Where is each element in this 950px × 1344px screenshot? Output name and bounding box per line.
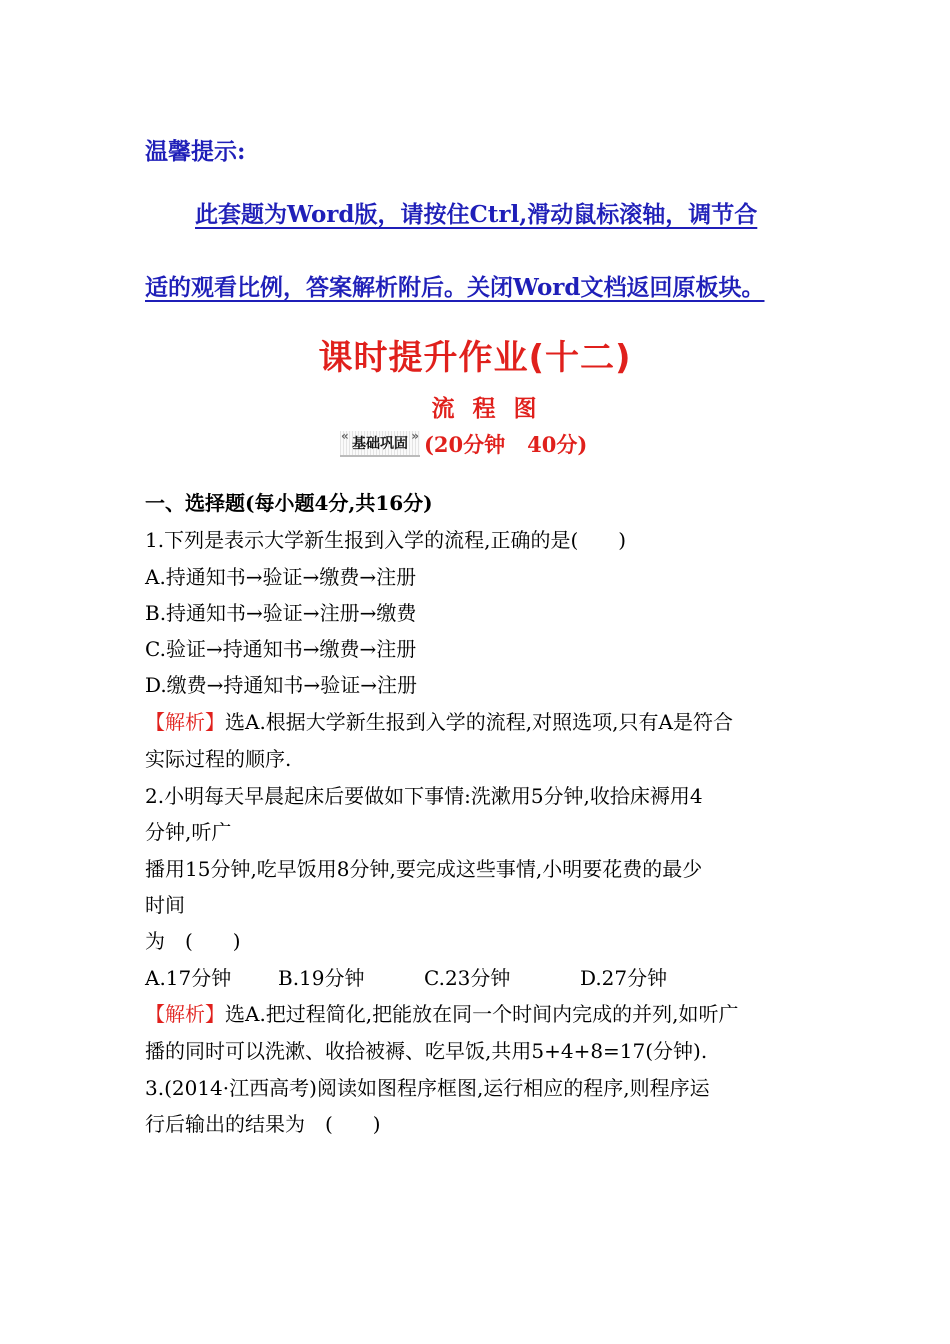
q3-stem-line-2: 行后输出的结果为 ( ): [145, 1112, 381, 1136]
q1-option-b: B.持通知书→验证→注册→缴费: [145, 601, 417, 625]
q3-stem-line-1: 3.(2014·江西高考)阅读如图程序框图,运行相应的程序,则程序运: [145, 1076, 710, 1100]
q2-analysis: [145, 998, 739, 1027]
basic-consolidation-badge: « 基础巩固 »: [340, 431, 420, 457]
tip-line-2: 适的观看比例，答案解析附后。关闭Word文档返回原板块。: [145, 274, 765, 301]
q1-analysis: [145, 706, 733, 735]
tip-title: 温馨提示:: [145, 138, 246, 165]
section-label-row: [340, 428, 587, 460]
q2-option-b: B.19分钟: [278, 966, 365, 990]
time-limit: (20分钟 40分): [424, 432, 588, 457]
q2-option-c: C.23分钟: [424, 966, 511, 990]
q2-stem-line-1: 2.小明每天早晨起床后要做如下事情:洗漱用5分钟,收拾床褥用4: [145, 784, 703, 808]
q2-analysis-text: 选A.把过程简化,把能放在同一个时间内完成的并列,如听广: [225, 1002, 739, 1026]
q2-stem-line-3: 播用15分钟,吃早饭用8分钟,要完成这些事情,小明要花费的最少: [145, 857, 703, 881]
q2-option-a: A.17分钟: [145, 966, 232, 990]
q2-option-d: D.27分钟: [580, 966, 668, 990]
q2-options: [145, 962, 667, 991]
q1-analysis-tag: 【解析】: [145, 710, 225, 734]
q1-option-c: C.验证→持通知书→缴费→注册: [145, 637, 417, 661]
q1-analysis-text: 选A.根据大学新生报到入学的流程,对照选项,只有A是符合: [225, 710, 733, 734]
q1-stem: 1.下列是表示大学新生报到入学的流程,正确的是( ): [145, 528, 627, 552]
q2-analysis-tag: 【解析】: [145, 1002, 225, 1026]
q1-option-a: A.持通知书→验证→缴费→注册: [145, 565, 417, 589]
section-heading: 一、选择题(每小题4分,共16分): [145, 491, 433, 515]
page-subtitle: 流程图: [431, 395, 555, 422]
q2-stem-line-2: 分钟,听广: [145, 820, 232, 844]
q2-stem-line-5: 为 ( ): [145, 929, 241, 953]
q1-option-d: D.缴费→持通知书→验证→注册: [145, 673, 417, 697]
q1-analysis-cont: 实际过程的顺序.: [145, 747, 292, 771]
q2-analysis-cont: 播的同时可以洗漱、收拾被褥、吃早饭,共用5+4+8=17(分钟).: [145, 1039, 708, 1063]
q2-stem-line-4: 时间: [145, 893, 185, 917]
tip-line-1: 此套题为Word版，请按住Ctrl,滑动鼠标滚轴，调节合: [195, 201, 758, 228]
page-title: 课时提升作业(十二): [318, 338, 632, 378]
